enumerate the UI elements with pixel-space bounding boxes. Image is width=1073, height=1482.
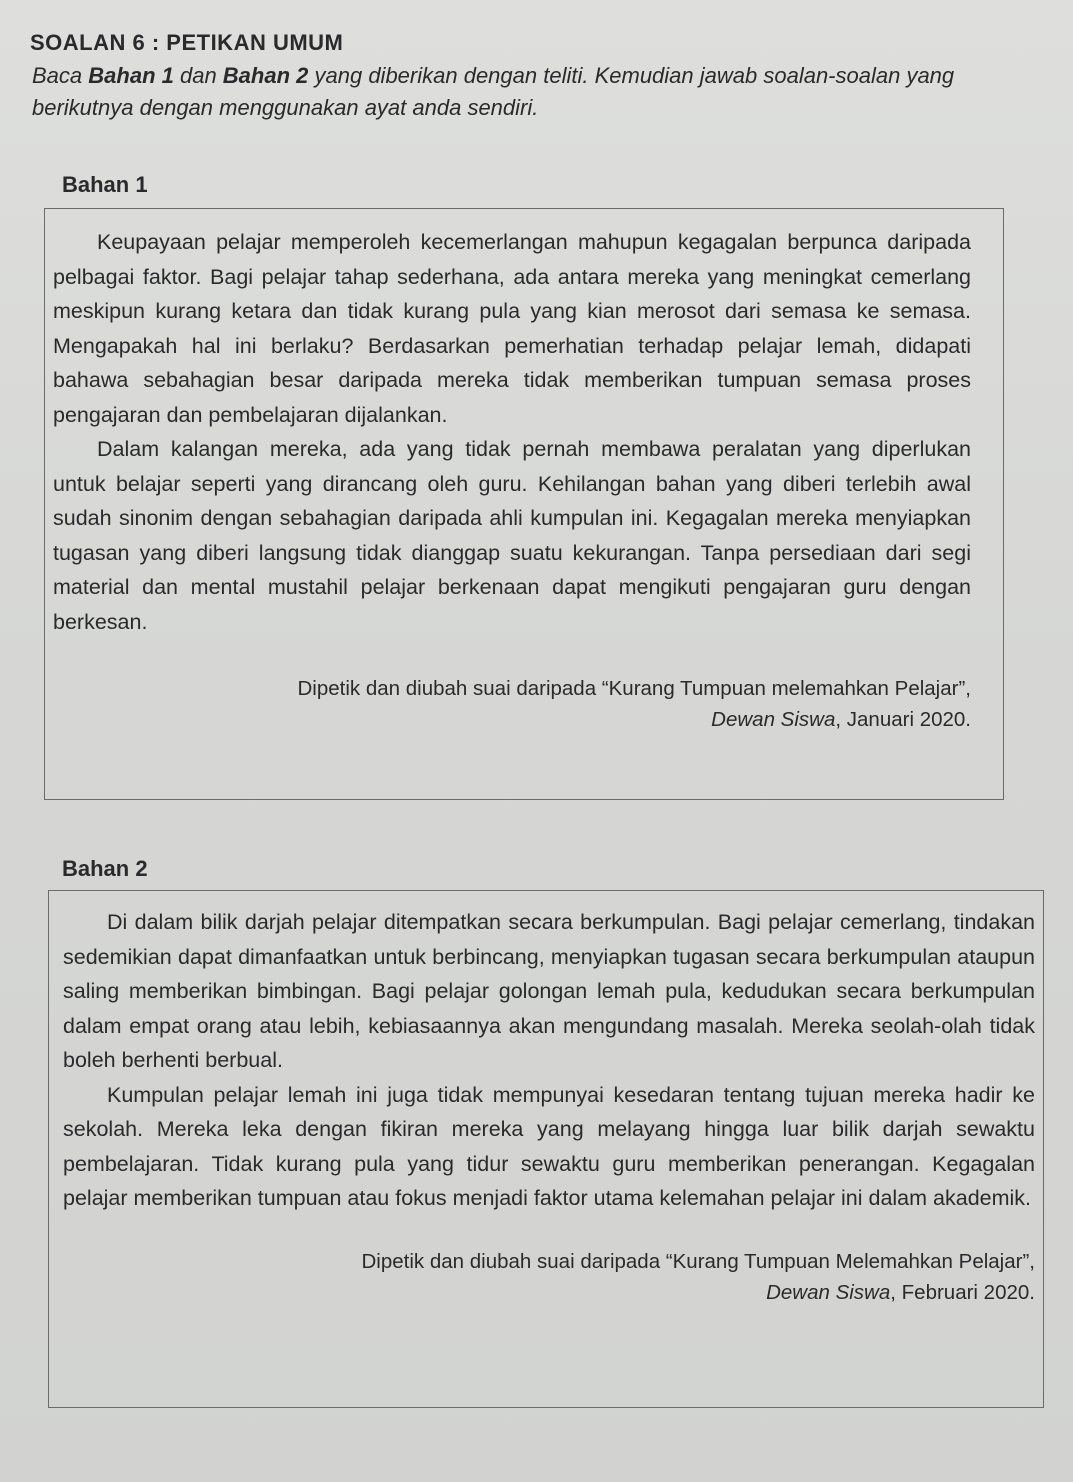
question-heading: SOALAN 6 : PETIKAN UMUM [30, 30, 344, 55]
bahan1-source-date: , Januari 2020. [835, 708, 971, 731]
instruction-text [32, 60, 1022, 124]
bahan1-source [53, 673, 971, 735]
bahan2-source [63, 1246, 1035, 1308]
bahan2-source-line1: Dipetik dan diubah suai daripada “Kurang Tumpuan Melemahkan Pelajar”, [361, 1249, 1035, 1273]
bahan2-source-date: , Februari 2020. [890, 1280, 1035, 1304]
instruction-suffix: yang diberikan dengan teliti. Kemudian jawab soalan-soalan yang berikutnya dengan menggunakan ayat anda sendiri. [32, 63, 955, 120]
bahan2-paragraph-1: Di dalam bilik darjah pelajar ditempatkan secara berkumpulan. Bagi pelajar cemerlang, tindakan sedemikian dapat dimanfaatkan untuk berbincang, menyiapkan tugasan secara berkumpulan ataupun saling memberikan bimbingan. Bagi pelajar golongan lemah pula, kedudukan secara berkumpulan dalam empat orang atau lebih, kebiasaannya akan mengundang masalah. Mereka seolah-olah tidak boleh berhenti berbual. [63, 910, 1035, 1072]
bahan1-label: Bahan 1 [62, 172, 148, 197]
bahan2-source-publication: Dewan Siswa [766, 1280, 891, 1304]
instruction-prefix: Baca [32, 63, 89, 88]
bahan1-source-publication: Dewan Siswa [711, 708, 836, 731]
bahan1-paragraph-2: Dalam kalangan mereka, ada yang tidak pernah membawa peralatan yang diperlukan untuk belajar seperti yang dirancang oleh guru. Kehilangan bahan yang diberi terlebih awal sudah sinonim dengan sebahagian daripada ahli kumpulan ini. Kegagalan mereka menyiapkan tugasan yang diberi langsung tidak dianggap suatu kekurangan. Tanpa persediaan dari segi material dan mental mustahil pelajar berkenaan dapat mengikuti pengajaran guru dengan berkesan. [53, 437, 971, 634]
bahan1-paragraph-1: Keupayaan pelajar memperoleh kecemerlangan mahupun kegagalan berpunca daripada pelbagai faktor. Bagi pelajar tahap sederhana, ada antara mereka yang meningkat cemerlang meskipun kurang ketara dan tidak kurang pula yang kian merosot dari semasa ke semasa. Mengapakah hal ini berlaku? Berdasarkan pemerhatian terhadap pelajar lemah, didapati bahawa sebahagian besar daripada mereka tidak memberikan tumpuan semasa proses pengajaran dan pembelajaran dijalankan. [53, 230, 971, 427]
instruction-bahan1-ref: Bahan 1 [88, 63, 174, 88]
bahan2-source-line2 [63, 1277, 1035, 1308]
instruction-bahan2-ref: Bahan 2 [222, 63, 309, 88]
bahan1-source-line1: Dipetik dan diubah suai daripada “Kurang Tumpuan melemahkan Pelajar”, [297, 677, 971, 700]
bahan1-source-line2 [53, 704, 971, 735]
bahan1-box [44, 208, 1004, 800]
bahan2-label: Bahan 2 [62, 856, 148, 881]
bahan2-paragraph-2: Kumpulan pelajar lemah ini juga tidak mempunyai kesedaran tentang tujuan mereka hadir ke sekolah. Mereka leka dengan fikiran mereka yang melayang hingga luar bilik darjah sewaktu pembelajaran. Tidak kurang pula yang tidur sewaktu guru memberikan penerangan. Kegagalan pelajar memberikan tumpuan atau fokus menjadi faktor utama kelemahan pelajar ini dalam akademik. [63, 1082, 1035, 1210]
instruction-middle: dan [173, 63, 223, 88]
bahan2-box [48, 890, 1044, 1408]
